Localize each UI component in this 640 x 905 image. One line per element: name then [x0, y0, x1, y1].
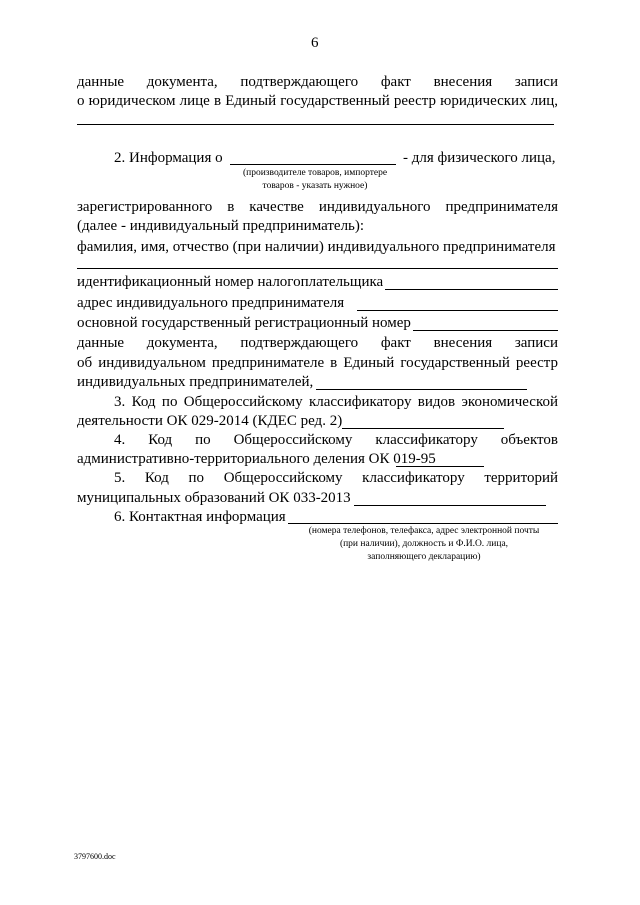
section-6-note-line-2: (при наличии), должность и Ф.И.О. лица, — [339, 539, 509, 549]
ip-doc-blank — [316, 389, 527, 390]
ogrn-label: основной государственный регистрационный номер — [77, 315, 411, 331]
inn-blank — [385, 289, 558, 290]
okato-blank — [396, 466, 484, 467]
section-5-line-2: муниципальных образований ОК 033-2013 — [77, 490, 351, 506]
contact-blank — [288, 523, 558, 524]
section-6-note-line-3: заполняющего декларацию) — [367, 552, 481, 562]
section-2-note-line-1: (производителе товаров, импортере — [242, 168, 388, 178]
oktmo-blank — [354, 505, 546, 506]
page-number: 6 — [311, 35, 319, 51]
registered-line: зарегистрированного в качестве индивидуального предпринимателя — [77, 199, 558, 215]
blank-line — [77, 124, 554, 125]
section-6-note-line-1: (номера телефонов, телефакса, адрес электронной почты — [308, 526, 540, 536]
section-5-line-1: 5. Код по Общероссийскому классификатору территорий — [114, 470, 558, 486]
ip-doc-line-2: об индивидуальном предпринимателе в Единый государственный реестр — [77, 355, 558, 371]
section-2-prefix: 2. Информация о — [114, 150, 223, 166]
ip-doc-line-1: данные документа, подтверждающего факт внесения записи — [77, 335, 558, 351]
section-3-line-1: 3. Код по Общероссийскому классификатору видов экономической — [114, 394, 558, 410]
section-2-suffix: - для физического лица, — [403, 150, 556, 166]
fio-label: фамилия, имя, отчество (при наличии) индивидуального предпринимателя — [77, 239, 556, 255]
section-2-note-line-2: товаров - указать нужное) — [262, 181, 368, 191]
section-6-label: 6. Контактная информация — [114, 509, 286, 525]
registered-line-2: (далее - индивидуальный предприниматель): — [77, 218, 365, 234]
ip-doc-line-3: индивидуальных предпринимателей, — [77, 374, 314, 390]
section-4-line-2: административно-территориального деления ОК 019-95 — [77, 451, 436, 467]
legal-entity-doc-line-1: данные документа, подтверждающего факт внесения записи — [77, 74, 558, 90]
address-label: адрес индивидуального предпринимателя — [77, 295, 345, 311]
footer-filename: 3797600.doc — [74, 852, 116, 861]
ogrn-blank — [413, 330, 558, 331]
section-3-line-2: деятельности ОК 029-2014 (КДЕС ред. 2) — [77, 413, 343, 429]
producer-importer-blank — [230, 164, 396, 165]
legal-entity-doc-line-2: о юридическом лице в Единый государственный реестр юридических лиц, — [77, 93, 558, 109]
fio-blank — [77, 268, 558, 269]
okved-blank — [342, 428, 504, 429]
address-blank — [357, 310, 558, 311]
section-4-line-1: 4. Код по Общероссийскому классификатору объектов — [114, 432, 558, 448]
inn-label: идентификационный номер налогоплательщика — [77, 274, 384, 290]
